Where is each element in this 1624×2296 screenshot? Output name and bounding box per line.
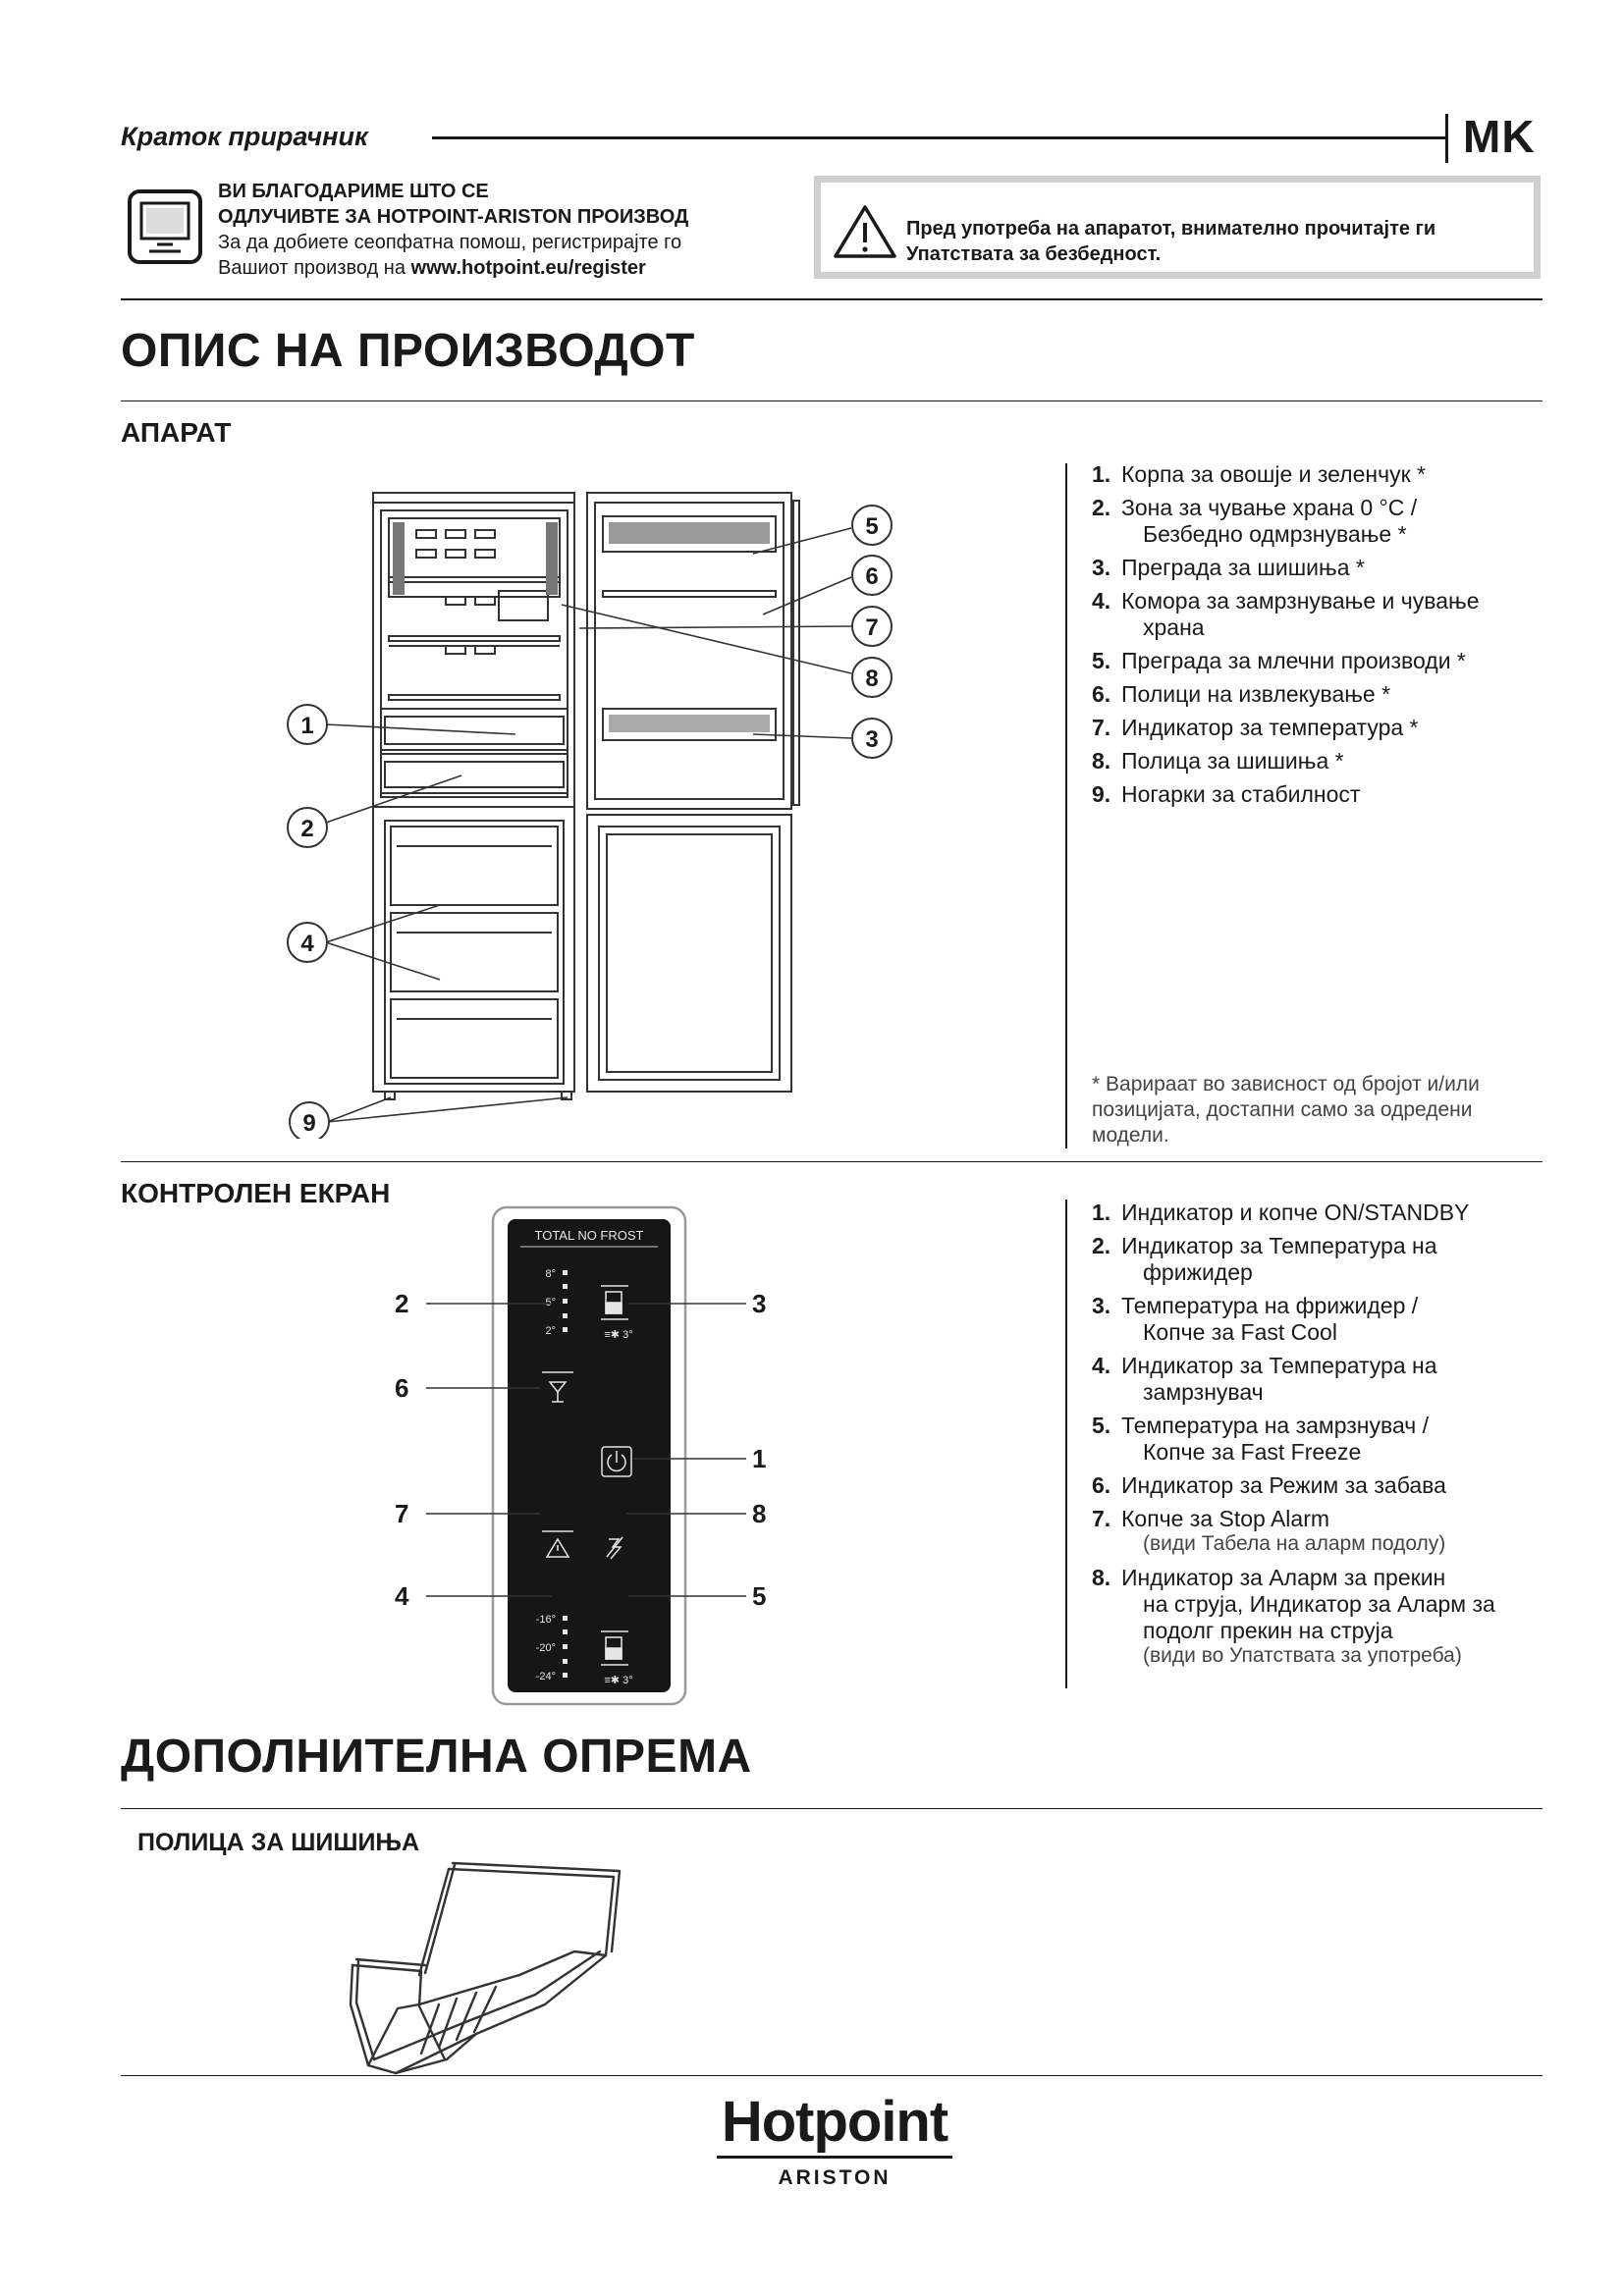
fridge-temp-indicator (545, 1268, 556, 1337)
fridge-temp-label: 2° (545, 1325, 556, 1337)
list-item-continuation: храна (1143, 614, 1205, 640)
list-item (1092, 711, 1534, 744)
list-item-text: Зона за чување храна 0 °C / (1121, 495, 1418, 520)
brand-name: Hotpoint (721, 2090, 948, 2154)
list-item (1092, 584, 1534, 644)
list-item-continuation: замрзнувач (1143, 1379, 1264, 1405)
panel-callout-5: 5 (752, 1581, 767, 1611)
list-item-text-block (1121, 744, 1344, 777)
section-rule (121, 298, 1543, 300)
list-item-text-block (1121, 491, 1417, 551)
callout-2 (288, 808, 327, 847)
monitor-icon (128, 189, 202, 264)
callout-3 (852, 719, 892, 758)
list-item-continuation: Копче за Fast Freeze (1143, 1439, 1362, 1465)
panel-callout-3: 3 (752, 1289, 767, 1318)
list-item-text-block (1121, 677, 1390, 711)
list-item-text: Температура на фрижидер / (1121, 1293, 1419, 1318)
panel-callout-8: 8 (752, 1499, 767, 1528)
freezer-temp-label: -16° (535, 1614, 556, 1626)
list-item-text-block (1121, 584, 1480, 644)
list-item-number: 5. (1092, 1413, 1111, 1438)
list-item-text-block (1121, 457, 1426, 491)
guide-title: Краток прирачник (121, 122, 368, 151)
list-item-text: Полици на извлекување * (1121, 681, 1391, 707)
list-item-number: 3. (1092, 555, 1111, 580)
footer-rule (121, 2075, 1543, 2076)
list-item-text-block (1121, 551, 1365, 584)
svg-text:2: 2 (300, 816, 314, 842)
list-item-continuation: подолг прекин на струја (1143, 1618, 1393, 1643)
list-item-text: Копче за Stop Alarm (1121, 1506, 1330, 1531)
product-description-title: ОПИС НА ПРОИЗВОДОТ (121, 325, 695, 377)
list-item-note: (види Табела на аларм подолу) (1143, 1532, 1446, 1555)
title-rule (121, 400, 1543, 401)
panel-callout-4: 4 (395, 1581, 409, 1611)
fridge-temp-label: 8° (545, 1268, 556, 1280)
thanks-line-4-prefix: Вашиот производ на (218, 257, 411, 279)
panel-label: TOTAL NO FROST (534, 1228, 644, 1243)
thanks-line-3: За да добиете сеопфатна помош, регистрирајте го (218, 232, 682, 253)
fast-cool-label: ≡✱ 3° (604, 1329, 633, 1341)
list-item-text-block (1121, 1561, 1495, 1673)
list-item-text: Индикатор за Аларм за прекин (1121, 1565, 1446, 1590)
list-item-text: Преграда за шишиња * (1121, 555, 1365, 580)
svg-text:4: 4 (300, 931, 314, 957)
list-item-text-block (1121, 1196, 1469, 1229)
list-item-continuation: Безбедно одмрзнување * (1143, 521, 1407, 547)
list-item-continuation: Копче за Fast Cool (1143, 1319, 1337, 1345)
warning-triangle-icon (833, 204, 897, 259)
list-item (1092, 1349, 1543, 1409)
list-item-note: (види во Упатствата за употреба) (1143, 1644, 1462, 1667)
bottle-shelf-illustration (339, 1857, 623, 2083)
list-item-number: 7. (1092, 715, 1111, 740)
list-item-text-block (1121, 644, 1466, 677)
safety-warning-text (906, 216, 1435, 267)
thanks-line-2: ОДЛУЧИВТЕ ЗА HOTPOINT-ARISTON ПРОИЗВОД (218, 206, 689, 228)
list-item-text-block (1121, 1409, 1429, 1468)
callout-5 (852, 506, 892, 545)
list-item-number: 2. (1092, 495, 1111, 520)
list-item (1092, 1409, 1543, 1468)
callout-4 (288, 923, 327, 962)
list-item-text: Комора за замрзнување и чување (1121, 588, 1480, 614)
brand-logo (707, 2091, 962, 2190)
list-item-number: 8. (1092, 748, 1111, 774)
list-item-number: 2. (1092, 1233, 1111, 1258)
callout-1 (288, 705, 327, 744)
register-link[interactable]: www.hotpoint.eu/register (410, 257, 646, 279)
fast-freeze-label: ≡✱ 3° (604, 1675, 633, 1686)
list-item (1092, 1229, 1543, 1289)
footnote-line-2: позицијата, достапни само за одредени (1092, 1098, 1473, 1121)
list-item (1092, 491, 1534, 551)
list-item-text-block (1121, 777, 1360, 811)
list-item-number: 3. (1092, 1293, 1111, 1318)
list-item-text-block (1121, 1289, 1418, 1349)
list-item (1092, 1468, 1543, 1502)
panel-callout-1: 1 (752, 1444, 767, 1473)
logo-divider (717, 2156, 952, 2159)
list-item-text-block (1121, 711, 1419, 744)
list-item-number: 8. (1092, 1565, 1111, 1590)
svg-text:9: 9 (302, 1110, 316, 1137)
list-item-number: 7. (1092, 1506, 1111, 1531)
list-item (1092, 677, 1534, 711)
list-item-text: Ногарки за стабилност (1121, 781, 1361, 807)
brand-subname: ARISTON (778, 2166, 892, 2189)
list-item-number: 5. (1092, 648, 1111, 673)
warning-line-1: Пред употреба на апаратот, внимателно прочитајте ги (906, 218, 1436, 240)
fridge-temp-label: 5° (545, 1297, 556, 1308)
list-item (1092, 777, 1534, 811)
footnote-line-3: модели. (1092, 1124, 1169, 1147)
thanks-line-4 (218, 255, 688, 281)
list-item (1092, 457, 1534, 491)
list-item-text: Индикатор за Режим за забава (1121, 1472, 1446, 1498)
list-item-text-block (1121, 1468, 1446, 1502)
callout-7 (852, 607, 892, 646)
list-item-number: 1. (1092, 461, 1111, 487)
bottle-shelf-heading: ПОЛИЦА ЗА ШИШИЊА (137, 1829, 420, 1856)
svg-text:5: 5 (865, 513, 879, 540)
header-rule (432, 136, 1446, 139)
control-panel-diagram (383, 1205, 795, 1706)
svg-text:1: 1 (300, 713, 314, 739)
list-item-text-block (1121, 1229, 1437, 1289)
list-item (1092, 1502, 1543, 1561)
registration-note (218, 179, 688, 281)
list-item-text: Преграда за млечни производи * (1121, 648, 1466, 673)
svg-text:7: 7 (865, 614, 879, 641)
callout-6 (852, 556, 892, 595)
list-item-number: 4. (1092, 1353, 1111, 1378)
thanks-line-1: ВИ БЛАГОДАРИМЕ ШТО СЕ (218, 181, 489, 202)
list-item (1092, 1561, 1543, 1673)
list-item-text: Индикатор за температура * (1121, 715, 1419, 740)
callout-8 (852, 658, 892, 697)
control-panel-list (1092, 1196, 1543, 1673)
svg-text:6: 6 (865, 563, 879, 590)
list-item (1092, 551, 1534, 584)
list-item-text: Индикатор за Температура на (1121, 1233, 1437, 1258)
language-code: MK (1463, 111, 1536, 162)
panel-callout-6: 6 (395, 1373, 409, 1403)
header-divider (1445, 114, 1448, 163)
svg-text:3: 3 (865, 726, 879, 753)
control-panel-heading: КОНТРОЛЕН ЕКРАН (121, 1178, 391, 1208)
list-item (1092, 744, 1534, 777)
list-item (1092, 1289, 1543, 1349)
list-item-text: Индикатор за Температура на (1121, 1353, 1437, 1378)
list-item-text-block (1121, 1502, 1445, 1561)
list-item-number: 6. (1092, 681, 1111, 707)
footnote-line-1: * Варираат во зависност од бројот и/или (1092, 1073, 1480, 1095)
list-item-text: Индикатор и копче ON/STANDBY (1121, 1200, 1470, 1225)
list-item (1092, 644, 1534, 677)
list-item-text: Температура на замрзнувач / (1121, 1413, 1430, 1438)
accessories-title: ДОПОЛНИТЕЛНА ОПРЕМА (121, 1731, 752, 1783)
callout-9 (290, 1102, 329, 1139)
freezer-temp-indicator (536, 1614, 556, 1682)
freezer-temp-label: -20° (535, 1642, 556, 1654)
list-item-continuation: фрижидер (1143, 1259, 1253, 1285)
list-item-number: 1. (1092, 1200, 1111, 1225)
appliance-callouts (288, 506, 892, 1139)
appliance-diagram (275, 481, 923, 1139)
list-item-text-block (1121, 1349, 1437, 1409)
list-item-text: Полица за шишиња * (1121, 748, 1344, 774)
list-item-number: 6. (1092, 1472, 1111, 1498)
accessories-rule (121, 1808, 1543, 1809)
list-item-continuation: на струја, Индикатор за Аларм за (1143, 1591, 1495, 1617)
section-rule-2 (121, 1161, 1543, 1162)
panel-callout-7: 7 (395, 1499, 409, 1528)
appliance-parts-list (1092, 457, 1534, 811)
list-item-text: Корпа за овошје и зеленчук * (1121, 461, 1426, 487)
warning-line-2: Упатствата за безбедност. (906, 243, 1162, 265)
svg-text:8: 8 (865, 666, 879, 692)
safety-warning-box (814, 176, 1541, 279)
appliance-heading: АПАРАТ (121, 417, 232, 448)
appliance-footnote (1092, 1072, 1543, 1148)
panel-list-divider (1065, 1200, 1067, 1688)
freezer-temp-label: -24° (535, 1671, 556, 1682)
list-item-number: 4. (1092, 588, 1111, 614)
list-item-number: 9. (1092, 781, 1111, 807)
list-divider (1065, 463, 1067, 1148)
list-item (1092, 1196, 1543, 1229)
panel-callout-2: 2 (395, 1289, 409, 1318)
